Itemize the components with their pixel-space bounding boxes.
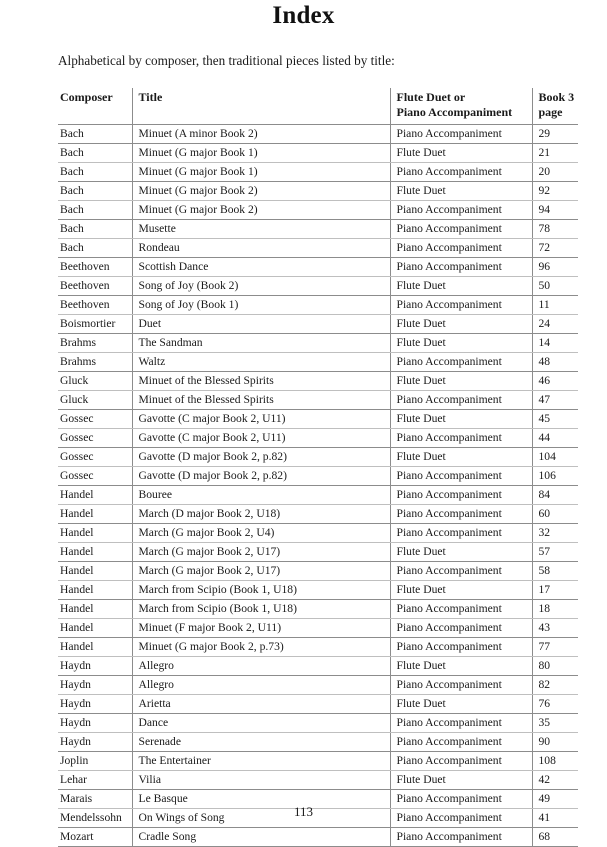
cell-type: Flute Duet (390, 371, 532, 390)
cell-title: Gavotte (C major Book 2, U11) (132, 409, 390, 428)
cell-page: 82 (532, 675, 578, 694)
cell-page: 48 (532, 352, 578, 371)
cell-page: 58 (532, 561, 578, 580)
cell-title: March (G major Book 2, U17) (132, 542, 390, 561)
cell-title: Minuet (G major Book 2) (132, 200, 390, 219)
cell-composer: Haydn (58, 732, 132, 751)
table-row (58, 409, 578, 428)
cell-type: Piano Accompaniment (390, 504, 532, 523)
cell-composer: Beethoven (58, 276, 132, 295)
cell-composer: Handel (58, 618, 132, 637)
cell-composer: Joplin (58, 751, 132, 770)
cell-page: 11 (532, 295, 578, 314)
table-row (58, 466, 578, 485)
table-row (58, 219, 578, 238)
cell-page: 72 (532, 238, 578, 257)
cell-title: March from Scipio (Book 1, U18) (132, 599, 390, 618)
index-table (58, 88, 578, 847)
table-row (58, 352, 578, 371)
cell-page: 18 (532, 599, 578, 618)
cell-title: Musette (132, 219, 390, 238)
cell-title: Cradle Song (132, 827, 390, 846)
cell-type: Piano Accompaniment (390, 523, 532, 542)
cell-type: Piano Accompaniment (390, 428, 532, 447)
column-header-page-line1: Book 3 (538, 90, 575, 104)
table-row (58, 200, 578, 219)
cell-page: 24 (532, 314, 578, 333)
cell-type: Piano Accompaniment (390, 675, 532, 694)
cell-type: Piano Accompaniment (390, 637, 532, 656)
column-header-composer-label: Composer (60, 90, 113, 104)
cell-title: Dance (132, 713, 390, 732)
table-row (58, 580, 578, 599)
cell-composer: Gossec (58, 447, 132, 466)
cell-type: Piano Accompaniment (390, 827, 532, 846)
cell-page: 20 (532, 162, 578, 181)
table-body (58, 124, 578, 846)
cell-title: Le Basque (132, 789, 390, 808)
table-row (58, 314, 578, 333)
cell-title: Gavotte (D major Book 2, p.82) (132, 447, 390, 466)
cell-type: Piano Accompaniment (390, 238, 532, 257)
cell-composer: Mozart (58, 827, 132, 846)
cell-title: Bouree (132, 485, 390, 504)
table-row (58, 732, 578, 751)
cell-title: Scottish Dance (132, 257, 390, 276)
table-row (58, 656, 578, 675)
cell-title: Gavotte (C major Book 2, U11) (132, 428, 390, 447)
column-header-title-label: Title (138, 90, 163, 104)
table-row (58, 238, 578, 257)
cell-page: 45 (532, 409, 578, 428)
cell-title: The Sandman (132, 333, 390, 352)
cell-title: Song of Joy (Book 1) (132, 295, 390, 314)
cell-composer: Beethoven (58, 295, 132, 314)
cell-type: Piano Accompaniment (390, 751, 532, 770)
cell-composer: Gossec (58, 409, 132, 428)
cell-composer: Haydn (58, 656, 132, 675)
cell-page: 84 (532, 485, 578, 504)
cell-composer: Handel (58, 542, 132, 561)
table-row (58, 770, 578, 789)
cell-type: Piano Accompaniment (390, 732, 532, 751)
cell-title: Allegro (132, 675, 390, 694)
table-row (58, 276, 578, 295)
cell-type: Piano Accompaniment (390, 808, 532, 827)
page-title: Index (272, 2, 335, 29)
cell-title: On Wings of Song (132, 808, 390, 827)
cell-page: 14 (532, 333, 578, 352)
cell-page: 80 (532, 656, 578, 675)
cell-composer: Handel (58, 599, 132, 618)
table-row (58, 504, 578, 523)
cell-type: Flute Duet (390, 542, 532, 561)
cell-title: Minuet (F major Book 2, U11) (132, 618, 390, 637)
cell-composer: Bach (58, 219, 132, 238)
table-row (58, 485, 578, 504)
table-row (58, 333, 578, 352)
cell-title: Serenade (132, 732, 390, 751)
column-header-page-line2: page (538, 105, 563, 120)
cell-title: Minuet of the Blessed Spirits (132, 390, 390, 409)
cell-composer: Bach (58, 181, 132, 200)
cell-title: Minuet (A minor Book 2) (132, 124, 390, 143)
cell-type: Piano Accompaniment (390, 618, 532, 637)
cell-type: Piano Accompaniment (390, 124, 532, 143)
cell-type: Flute Duet (390, 409, 532, 428)
cell-page: 41 (532, 808, 578, 827)
cell-type: Piano Accompaniment (390, 200, 532, 219)
cell-title: Minuet (G major Book 2) (132, 181, 390, 200)
table-row (58, 257, 578, 276)
cell-composer: Handel (58, 504, 132, 523)
cell-composer: Gluck (58, 390, 132, 409)
cell-page: 21 (532, 143, 578, 162)
page-number: 113 (293, 804, 314, 819)
column-header-composer (58, 88, 132, 124)
cell-composer: Brahms (58, 352, 132, 371)
cell-composer: Boismortier (58, 314, 132, 333)
cell-page: 68 (532, 827, 578, 846)
cell-title: Waltz (132, 352, 390, 371)
cell-composer: Handel (58, 580, 132, 599)
cell-page: 96 (532, 257, 578, 276)
cell-title: Song of Joy (Book 2) (132, 276, 390, 295)
cell-page: 78 (532, 219, 578, 238)
cell-page: 17 (532, 580, 578, 599)
cell-type: Piano Accompaniment (390, 390, 532, 409)
cell-page: 44 (532, 428, 578, 447)
cell-title: The Entertainer (132, 751, 390, 770)
cell-title: Vilia (132, 770, 390, 789)
cell-composer: Handel (58, 485, 132, 504)
table-row (58, 542, 578, 561)
cell-page: 35 (532, 713, 578, 732)
cell-composer: Haydn (58, 713, 132, 732)
table-row (58, 371, 578, 390)
cell-composer: Beethoven (58, 257, 132, 276)
column-header-type (390, 88, 532, 124)
cell-type: Piano Accompaniment (390, 257, 532, 276)
cell-page: 76 (532, 694, 578, 713)
cell-type: Piano Accompaniment (390, 352, 532, 371)
table-row (58, 162, 578, 181)
table-row (58, 143, 578, 162)
cell-composer: Bach (58, 238, 132, 257)
table-row (58, 599, 578, 618)
cell-composer: Gossec (58, 428, 132, 447)
table-row (58, 694, 578, 713)
cell-title: March (G major Book 2, U4) (132, 523, 390, 542)
cell-title: Minuet (G major Book 2, p.73) (132, 637, 390, 656)
cell-type: Flute Duet (390, 656, 532, 675)
table-row (58, 637, 578, 656)
cell-page: 104 (532, 447, 578, 466)
cell-title: Minuet of the Blessed Spirits (132, 371, 390, 390)
cell-title: Arietta (132, 694, 390, 713)
cell-composer: Handel (58, 561, 132, 580)
cell-type: Flute Duet (390, 694, 532, 713)
cell-page: 90 (532, 732, 578, 751)
cell-type: Flute Duet (390, 447, 532, 466)
cell-page: 92 (532, 181, 578, 200)
cell-composer: Lehar (58, 770, 132, 789)
cell-page: 32 (532, 523, 578, 542)
table-row (58, 447, 578, 466)
cell-composer: Gossec (58, 466, 132, 485)
cell-type: Piano Accompaniment (390, 219, 532, 238)
cell-composer: Haydn (58, 675, 132, 694)
cell-type: Piano Accompaniment (390, 162, 532, 181)
cell-page: 46 (532, 371, 578, 390)
cell-composer: Bach (58, 200, 132, 219)
column-header-title (132, 88, 390, 124)
cell-type: Flute Duet (390, 143, 532, 162)
table-row (58, 618, 578, 637)
cell-composer: Bach (58, 143, 132, 162)
cell-page: 50 (532, 276, 578, 295)
cell-title: March (D major Book 2, U18) (132, 504, 390, 523)
cell-composer: Handel (58, 523, 132, 542)
cell-page: 60 (532, 504, 578, 523)
column-header-type-line2: Piano Accompaniment (396, 105, 513, 120)
cell-composer: Haydn (58, 694, 132, 713)
table-row (58, 751, 578, 770)
table-header-row (58, 88, 578, 124)
table-row (58, 523, 578, 542)
cell-type: Piano Accompaniment (390, 789, 532, 808)
cell-page: 42 (532, 770, 578, 789)
cell-title: Allegro (132, 656, 390, 675)
table-row (58, 390, 578, 409)
cell-composer: Bach (58, 124, 132, 143)
column-header-page (532, 88, 578, 124)
cell-type: Piano Accompaniment (390, 713, 532, 732)
table-row (58, 827, 578, 846)
cell-composer: Handel (58, 637, 132, 656)
table-row (58, 181, 578, 200)
cell-composer: Mendelssohn (58, 808, 132, 827)
table-row (58, 713, 578, 732)
cell-title: March from Scipio (Book 1, U18) (132, 580, 390, 599)
cell-type: Piano Accompaniment (390, 485, 532, 504)
cell-title: Duet (132, 314, 390, 333)
cell-type: Piano Accompaniment (390, 466, 532, 485)
cell-type: Flute Duet (390, 314, 532, 333)
cell-page: 106 (532, 466, 578, 485)
cell-page: 47 (532, 390, 578, 409)
cell-title: Rondeau (132, 238, 390, 257)
cell-page: 49 (532, 789, 578, 808)
index-subtitle: Alphabetical by composer, then traditional pieces listed by title: (58, 53, 395, 68)
cell-composer: Marais (58, 789, 132, 808)
cell-type: Piano Accompaniment (390, 295, 532, 314)
table-row (58, 428, 578, 447)
cell-composer: Bach (58, 162, 132, 181)
table-row (58, 561, 578, 580)
cell-page: 94 (532, 200, 578, 219)
cell-page: 43 (532, 618, 578, 637)
cell-title: March (G major Book 2, U17) (132, 561, 390, 580)
cell-type: Flute Duet (390, 770, 532, 789)
cell-page: 108 (532, 751, 578, 770)
cell-type: Flute Duet (390, 276, 532, 295)
table-row (58, 675, 578, 694)
cell-page: 57 (532, 542, 578, 561)
cell-type: Piano Accompaniment (390, 599, 532, 618)
table-header (58, 88, 578, 124)
table-row (58, 295, 578, 314)
cell-type: Flute Duet (390, 580, 532, 599)
table-row (58, 124, 578, 143)
cell-composer: Gluck (58, 371, 132, 390)
cell-type: Flute Duet (390, 181, 532, 200)
cell-title: Minuet (G major Book 1) (132, 143, 390, 162)
cell-page: 77 (532, 637, 578, 656)
cell-type: Flute Duet (390, 333, 532, 352)
column-header-type-line1: Flute Duet or (396, 90, 466, 104)
cell-type: Piano Accompaniment (390, 561, 532, 580)
cell-composer: Brahms (58, 333, 132, 352)
cell-title: Gavotte (D major Book 2, p.82) (132, 466, 390, 485)
cell-page: 29 (532, 124, 578, 143)
cell-title: Minuet (G major Book 1) (132, 162, 390, 181)
